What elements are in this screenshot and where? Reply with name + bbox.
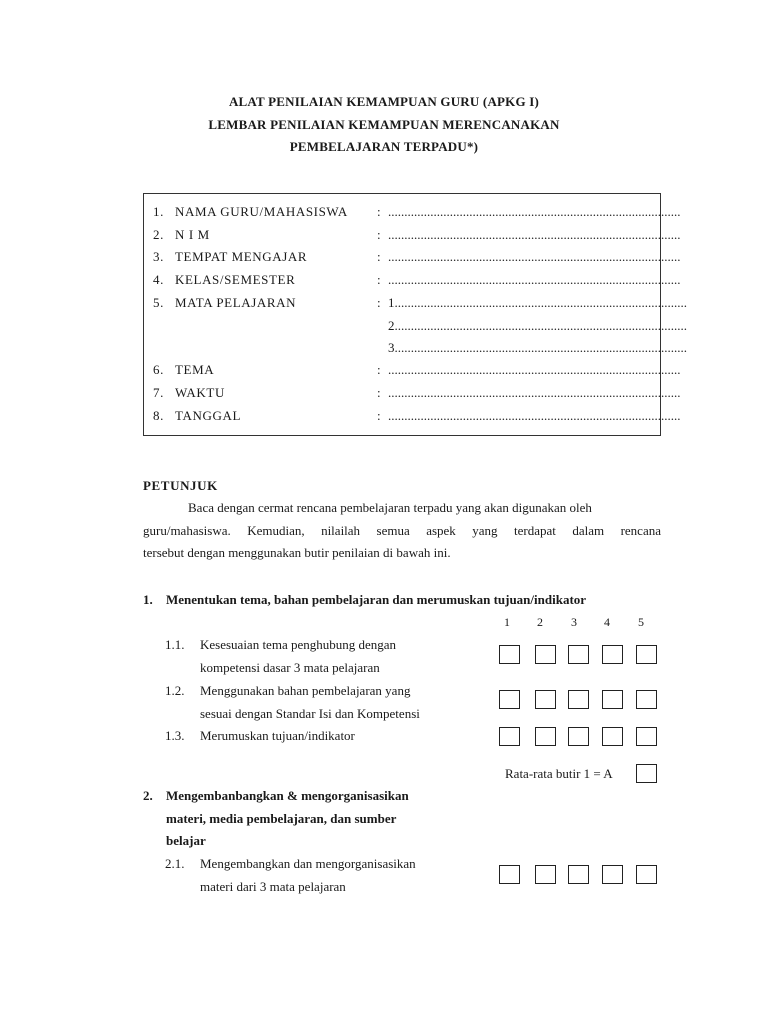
rating-checkbox-1-3-score-1[interactable] — [499, 727, 520, 746]
field-label: TEMA — [175, 362, 215, 377]
field-colon: : — [377, 362, 381, 377]
rating-checkbox-1-2-score-2[interactable] — [535, 690, 556, 709]
input-dots: .......................................................................................... — [394, 318, 687, 333]
field-colon: : — [377, 408, 381, 423]
rating-checkbox-1-1-score-5[interactable] — [636, 645, 657, 664]
instructions-line-2: guru/mahasiswa. Kemudian, nilailah semua aspek yang terdapat dalam rencana — [143, 523, 661, 538]
field-colon: : — [377, 272, 381, 287]
field-label: MATA PELAJARAN — [175, 295, 297, 310]
subject-number: 3 — [388, 340, 395, 355]
field-label: N I M — [175, 227, 210, 242]
rating-checkbox-1-1-score-1[interactable] — [499, 645, 520, 664]
scale-label-2: 2 — [537, 615, 543, 629]
rating-checkbox-2-1-score-5[interactable] — [636, 865, 657, 884]
subject-number: 1 — [388, 295, 395, 310]
name-input-dots[interactable]: .......................................................................................... — [388, 204, 681, 219]
field-number: 1. — [153, 204, 164, 219]
rating-checkbox-1-2-score-5[interactable] — [636, 690, 657, 709]
instructions-line-3: tersebut dengan menggunakan butir penilaian di bawah ini. — [143, 545, 451, 560]
input-dots: .......................................................................................... — [394, 295, 687, 310]
subject-2-input[interactable] — [388, 318, 687, 334]
section-1-title: Menentukan tema, bahan pembelajaran dan merumuskan tujuan/indikator — [166, 592, 587, 607]
section-1-number: 1. — [143, 592, 153, 607]
rating-checkbox-2-1-score-1[interactable] — [499, 865, 520, 884]
rating-checkbox-1-2-score-1[interactable] — [499, 690, 520, 709]
form-title-line-2: LEMBAR PENILAIAN KEMAMPUAN MERENCANAKAN — [208, 117, 560, 132]
item-text-line-2: materi dari 3 mata pelajaran — [200, 879, 346, 894]
theme-input-dots[interactable]: .......................................................................................... — [388, 362, 681, 377]
rating-checkbox-2-1-score-3[interactable] — [568, 865, 589, 884]
rating-checkbox-1-1-score-3[interactable] — [568, 645, 589, 664]
field-number: 6. — [153, 362, 164, 377]
field-label: NAMA GURU/MAHASISWA — [175, 204, 348, 219]
field-label: TANGGAL — [175, 408, 241, 423]
field-number: 5. — [153, 295, 164, 310]
scale-label-1: 1 — [504, 615, 510, 629]
scale-label-5: 5 — [638, 615, 644, 629]
nim-input-dots[interactable]: .......................................................................................... — [388, 227, 681, 242]
rating-checkbox-2-1-score-4[interactable] — [602, 865, 623, 884]
item-number: 1.3. — [165, 728, 185, 743]
field-label: KELAS/SEMESTER — [175, 272, 296, 287]
scale-label-3: 3 — [571, 615, 577, 629]
rating-checkbox-1-3-score-5[interactable] — [636, 727, 657, 746]
rating-checkbox-1-2-score-3[interactable] — [568, 690, 589, 709]
field-row-nim — [153, 227, 210, 243]
rating-checkbox-2-1-score-2[interactable] — [535, 865, 556, 884]
item-text-line-2: kompetensi dasar 3 mata pelajaran — [200, 660, 380, 675]
subject-number: 2 — [388, 318, 395, 333]
field-colon: : — [377, 204, 381, 219]
form-title-line-3: PEMBELAJARAN TERPADU*) — [289, 139, 479, 154]
field-row-time — [153, 385, 225, 401]
field-label: WAKTU — [175, 385, 225, 400]
rating-checkbox-1-3-score-3[interactable] — [568, 727, 589, 746]
subject-3-input[interactable] — [388, 340, 687, 356]
section-2-title-line-3: belajar — [166, 833, 206, 848]
field-colon: : — [377, 227, 381, 242]
item-text-line-1: Merumuskan tujuan/indikator — [200, 728, 355, 743]
field-row-location — [153, 249, 307, 265]
field-number: 2. — [153, 227, 164, 242]
average-label: Rata-rata butir 1 = A — [505, 766, 613, 781]
field-number: 8. — [153, 408, 164, 423]
field-colon: : — [377, 295, 381, 310]
input-dots: .......................................................................................... — [394, 340, 687, 355]
scale-label-4: 4 — [604, 615, 610, 629]
item-text-line-1: Mengembangkan dan mengorganisasikan — [200, 856, 416, 871]
field-row-date — [153, 408, 241, 424]
item-number: 2.1. — [165, 856, 185, 871]
field-label: TEMPAT MENGAJAR — [175, 249, 308, 264]
item-text-line-2: sesuai dengan Standar Isi dan Kompetensi — [200, 706, 420, 721]
time-input-dots[interactable]: .......................................................................................... — [388, 385, 681, 400]
field-number: 4. — [153, 272, 164, 287]
field-row-subject — [153, 295, 296, 311]
field-colon: : — [377, 385, 381, 400]
rating-checkbox-1-3-score-4[interactable] — [602, 727, 623, 746]
section-2-number: 2. — [143, 788, 153, 803]
field-number: 3. — [153, 249, 164, 264]
field-row-class — [153, 272, 295, 288]
item-text-line-1: Menggunakan bahan pembelajaran yang — [200, 683, 411, 698]
subject-1-input[interactable] — [388, 295, 687, 311]
section-2-title-line-1: Mengembanbangkan & mengorganisasikan — [166, 788, 409, 803]
date-input-dots[interactable]: .......................................................................................... — [388, 408, 681, 423]
instructions-line-1: Baca dengan cermat rencana pembelajaran terpadu yang akan digunakan oleh — [188, 500, 592, 515]
field-colon: : — [377, 249, 381, 264]
section-2-title-line-2: materi, media pembelajaran, dan sumber — [166, 811, 397, 826]
instructions-heading: PETUNJUK — [143, 478, 218, 493]
field-row-theme — [153, 362, 214, 378]
rating-checkbox-1-3-score-2[interactable] — [535, 727, 556, 746]
rating-checkbox-1-2-score-4[interactable] — [602, 690, 623, 709]
field-row-name — [153, 204, 348, 220]
average-score-box[interactable] — [636, 764, 657, 783]
item-number: 1.1. — [165, 637, 185, 652]
field-number: 7. — [153, 385, 164, 400]
item-text-line-1: Kesesuaian tema penghubung dengan — [200, 637, 397, 652]
class-input-dots[interactable]: .......................................................................................... — [388, 272, 681, 287]
rating-checkbox-1-1-score-4[interactable] — [602, 645, 623, 664]
location-input-dots[interactable]: .......................................................................................... — [388, 249, 681, 264]
item-number: 1.2. — [165, 683, 185, 698]
form-title-line-1: ALAT PENILAIAN KEMAMPUAN GURU (APKG I) — [228, 94, 540, 109]
rating-checkbox-1-1-score-2[interactable] — [535, 645, 556, 664]
